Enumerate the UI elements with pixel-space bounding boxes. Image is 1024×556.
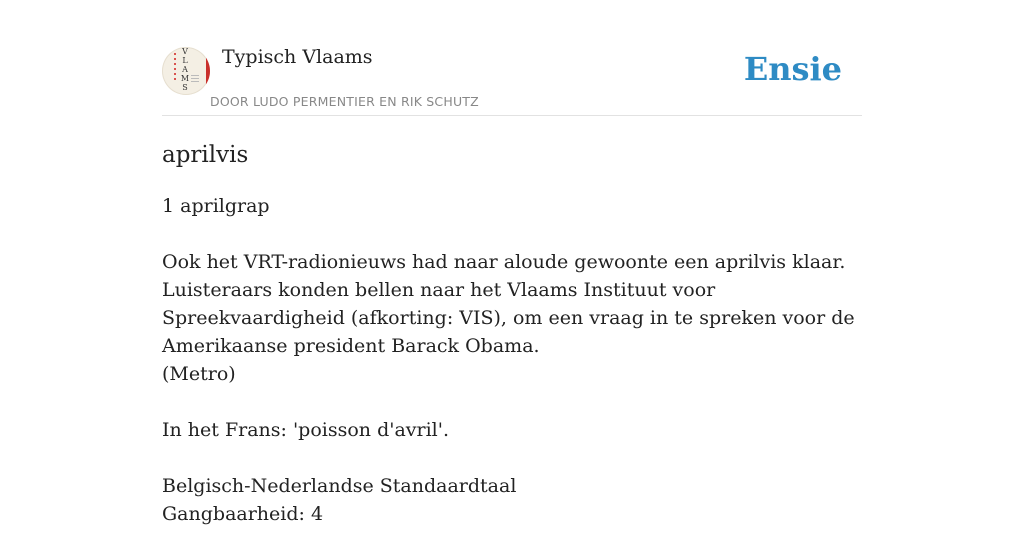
entry-paragraph	[162, 416, 862, 444]
entry-paragraph	[162, 192, 862, 220]
entry-paragraph	[162, 472, 862, 528]
entry-text-line: In het Frans: 'poisson d'avril'.	[162, 419, 450, 441]
entry-title: aprilvis	[162, 142, 249, 168]
entry-text-line: (Metro)	[162, 363, 236, 385]
book-title[interactable]: Typisch Vlaams	[222, 46, 373, 68]
entry-text-line: Ook het VRT-radionieuws had naar aloude gewoonte een aprilvis klaar. Luisteraars konden bellen naar het Vlaams Instituut voor Spreekvaardigheid (afkorting: VIS), om een vraag in te spreken voor de Amerikaanse president Barack Obama.	[162, 251, 855, 357]
entry-paragraph	[162, 248, 862, 388]
cover-decoration	[174, 53, 176, 83]
brand-logo-link[interactable]: Ensie	[743, 50, 842, 88]
book-cover-avatar[interactable]	[162, 47, 210, 95]
entry-text-line: Gangbaarheid: 4	[162, 503, 324, 525]
entry	[162, 140, 862, 556]
book-authors: DOOR LUDO PERMENTIER EN RIK SCHUTZ	[210, 94, 479, 109]
site-header	[162, 0, 862, 116]
entry-text-line: Belgisch-Nederlandse Standaardtaal	[162, 475, 517, 497]
cover-red-strip	[206, 47, 210, 95]
entry-text-line: 1 aprilgrap	[162, 195, 270, 217]
entry-body	[162, 192, 862, 528]
cover-lettering: V L A M S	[180, 47, 190, 92]
cover-decoration-lines	[191, 75, 199, 83]
